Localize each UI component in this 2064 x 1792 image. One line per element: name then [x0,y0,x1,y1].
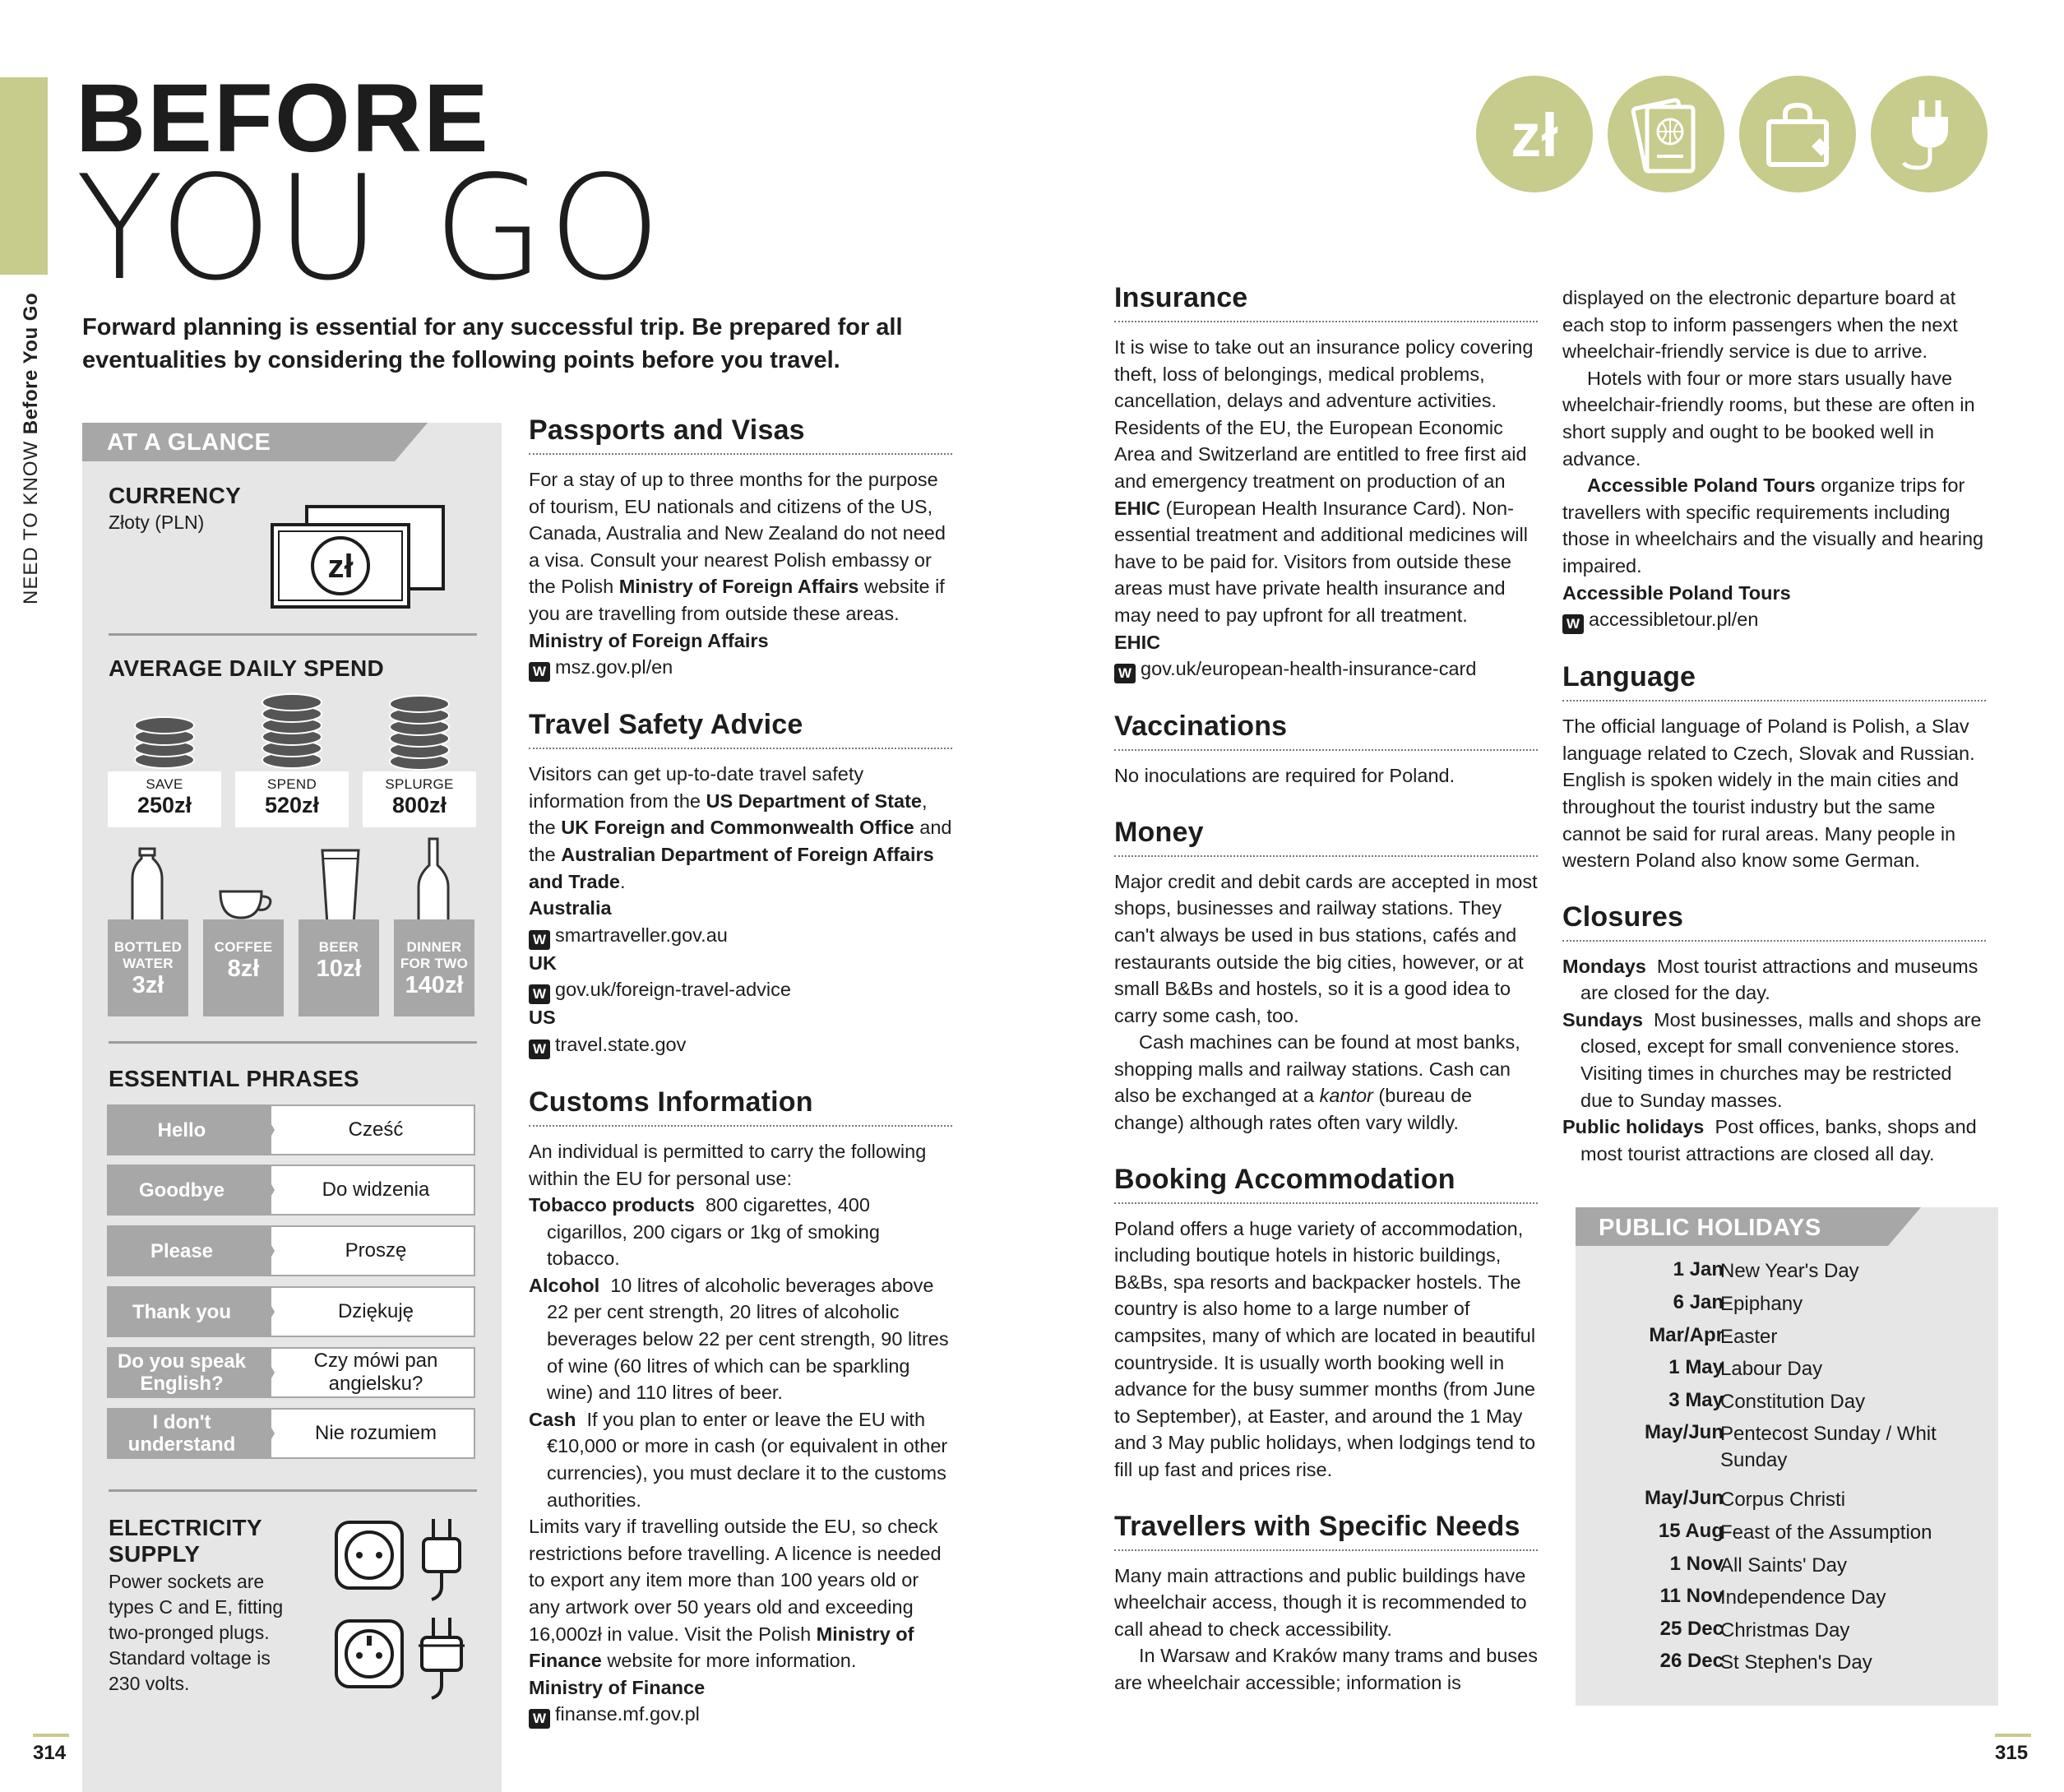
specific-needs-continued [1562,285,1986,634]
specific-needs-section [1114,1510,1538,1697]
text-run-bold: EHIC [1114,497,1161,519]
electricity-title [109,1515,262,1567]
running-head-chapter: Before You Go [20,292,42,435]
phrase-polish: Cześć [260,1104,475,1155]
price-value: 3zł [132,972,164,998]
holiday-name: Feast of the Assumption [1720,1521,1932,1544]
dotted-rule [1562,700,1986,702]
closures-heading: Closures [1562,901,1684,933]
travel-safety-text [529,761,952,895]
dotted-rule [1562,940,1986,942]
passports-link-label [529,627,952,655]
holiday-date: May/Jun [1644,1487,1724,1509]
essential-phrases-title: ESSENTIAL PHRASES [109,1066,359,1091]
price-label: BEER [318,939,359,955]
price-value: 10zł [316,956,362,982]
customs-item [529,1406,952,1513]
socket-type-c-icon [333,1517,481,1612]
electricity-title-line2: SUPPLY [109,1541,201,1567]
customs-section [529,1086,952,1729]
text-run-bold: Australian Department of Foreign Affairs and Trade [529,843,934,892]
link-url[interactable]: msz.gov.pl/en [555,656,673,678]
insurance-heading: Insurance [1114,282,1248,313]
phrase-english: Please [107,1225,271,1276]
column-3 [1562,285,1986,1193]
link-label [529,895,952,922]
holiday-date: 26 Dec [1659,1650,1724,1672]
page-title-line2 [76,146,665,313]
phrase-arrow [260,1347,275,1398]
holiday-name: Constitution Day [1720,1391,1866,1413]
closure-term: Public holidays [1562,1116,1705,1138]
insurance-link-label [1114,629,1538,656]
link-url[interactable]: gov.uk/foreign-travel-advice [555,979,791,1001]
price-label: COFFEE [214,939,273,955]
holiday-name: Corpus Christi [1720,1489,1846,1511]
specific-needs-text: Many main attractions and public buildings have wheelchair access, though it is recommended to call ahead to check accessibility. [1114,1564,1527,1640]
intro-text: Forward planning is essential for any successful trip. Be prepared for all eventualities by considering the following points before you travel. [82,314,903,373]
phrase-arrow [260,1104,275,1155]
text-run: For a stay of up to three months for the purpose of tourism, EU nationals and citizens of the US, Canada, Australia and New Zealand do not need a visa. Consult your nearest Polish embassy or the Polish [529,469,946,598]
phrase-arrow [260,1408,275,1459]
phrase-english: Goodbye [107,1165,271,1216]
price-box-coffee [203,919,284,1016]
web-icon: W [1562,614,1584,634]
text-run: Visitors can get up-to-date travel safety information from the [529,763,864,812]
coin-stack-icon-save [132,706,197,776]
link-label: Ministry of Finance [529,1676,706,1698]
phrase-polish: Nie rozumiem [260,1408,475,1459]
customs-term: Tobacco products [529,1194,695,1216]
link-row[interactable] [529,922,952,950]
closure-item [1562,953,1986,1007]
banknote-symbol: zł [327,549,354,585]
holiday-name: Labour Day [1720,1358,1823,1380]
dotted-rule [1114,749,1538,751]
holiday-date: 11 Nov [1659,1585,1724,1607]
phrase-polish: Czy mówi pan angielsku? [260,1347,475,1398]
coin-stack-icon-spend [259,692,325,776]
holiday-name: St Stephen's Day [1720,1651,1872,1674]
text-run: website if you are travelling from outside these areas. [529,576,945,624]
spend-box-spend [235,771,349,827]
customs-intro: An individual is permitted to carry the following within the EU for personal use: [529,1140,927,1189]
dotted-rule [529,453,952,455]
link-label: EHIC [1114,631,1161,653]
passports-link[interactable] [529,654,952,682]
phrase-english: Hello [107,1104,271,1155]
specific-needs-text-2: In Warsaw and Kraków many trams and buses are wheelchair accessible; information is [1114,1645,1538,1693]
customs-desc: 800 cigarettes, 400 cigarillos, 200 cigars or 1kg of smoking tobacco. [547,1194,880,1270]
passports-text [529,466,952,627]
phrase-arrow [260,1165,275,1216]
customs-term: Alcohol [529,1274,600,1296]
vaccinations-section [1114,710,1538,789]
text-run: and the [529,817,952,865]
phrase-row [107,1347,475,1398]
spend-box-save [108,771,221,827]
public-holidays-title: PUBLIC HOLIDAYS [1599,1215,1821,1241]
passport-icon [1608,76,1724,192]
electricity-title-line1: ELECTRICITY [109,1515,262,1540]
link-row[interactable] [529,976,952,1004]
link-url[interactable]: finanse.mf.gov.pl [555,1703,700,1725]
closure-item [1562,1114,1986,1167]
phrase-english: Do you speak English? [107,1347,271,1398]
holiday-name: Easter [1720,1326,1778,1348]
socket-type-e-icon [333,1616,481,1711]
phrase-row [107,1104,475,1155]
text-run: , the [529,789,928,839]
column-2 [1114,281,1538,1697]
accent-bar [0,77,48,275]
holiday-date: 25 Dec [1659,1618,1724,1640]
specific-needs-text-cont: displayed on the electronic departure board at each stop to inform passengers when the next wheelchair-friendly service is due to arrive. [1562,287,1958,363]
price-label: BOTTLED [113,939,183,955]
currency-title: CURRENCY [109,483,242,508]
language-heading: Language [1562,661,1696,693]
link-label: Ministry of Foreign Affairs [529,629,769,651]
customs-desc: 10 litres of alcoholic beverages above 22 per cent strength, 20 litres of alcoholic beverages below 22 per cent strength, 90 litres of wine (60 litres of which can be sparkling wine) and 110 litres of beer. [547,1274,949,1404]
text-run: Cash machines can be found at most banks, shopping malls and railway stations. Cash can also be exchanged at a [1114,1031,1520,1107]
phrase-row [107,1408,475,1459]
insurance-section [1114,281,1538,683]
holiday-name: Independence Day [1720,1586,1886,1609]
holiday-date: 15 Aug [1658,1520,1724,1542]
divider [109,1489,477,1492]
dotted-rule [1114,321,1538,322]
text-run: organize trips for travellers with specific requirements including those in wheelchairs and the visually and hearing impaired. [1562,475,1984,576]
text-run: It is wise to take out an insurance policy covering theft, loss of belongings, medical problems, cancellation, delays and adventure activities. Residents of the EU, the European Economic Area and Switzerland are entitled to free first aid and emergency treatment on production of an [1114,336,1534,492]
link-url[interactable]: gov.uk/european-health-insurance-card [1141,658,1477,680]
web-icon: W [529,1709,550,1729]
holiday-name: New Year's Day [1720,1260,1859,1282]
dotted-rule [1114,1549,1538,1551]
divider [109,633,477,636]
booking-heading: Booking Accommodation [1114,1163,1455,1195]
water-bottle-icon [129,847,165,930]
price-label: DINNER [406,939,462,955]
link-url[interactable]: accessibletour.pl/en [1589,609,1759,631]
text-run-italic: kantor [1319,1085,1373,1107]
web-icon: W [529,984,550,1004]
price-value: 140zł [405,972,464,998]
customs-link-label [529,1674,952,1702]
closure-desc: Most tourist attractions and museums are closed for the day. [1580,955,1978,1004]
vaccinations-heading: Vaccinations [1114,711,1288,743]
phrase-row [107,1165,475,1216]
customs-heading: Customs Information [529,1086,813,1118]
divider [109,1041,477,1044]
spend-label: SPLURGE [385,776,454,792]
specific-needs-text-3: Hotels with four or more stars usually have wheelchair-friendly rooms, but these are often in short supply and ought to be booked well in advance. [1562,367,1975,470]
phrase-row [107,1286,475,1337]
page-number-right: 315 [1995,1742,2029,1764]
dotted-rule [1114,855,1538,857]
text-run-bold: Ministry of Finance [529,1623,914,1672]
web-icon: W [529,662,550,682]
money-section [1114,816,1538,1137]
specific-needs-link-label [1562,580,1986,607]
travel-safety-heading: Travel Safety Advice [529,709,803,741]
banknote-icon [267,503,448,614]
page-title-line1: BEFORE [76,64,490,173]
price-label: FOR TWO [400,956,469,971]
running-head-section: NEED TO KNOW [20,440,42,604]
holiday-name: Pentecost Sunday / Whit Sunday [1720,1423,1937,1471]
text-run: . [620,870,626,892]
electricity-text: Power sockets are types C and E, fitting two-pronged plugs. Standard voltage is 230 volts. [109,1571,284,1694]
link-label: Accessible Poland Tours [1562,581,1791,604]
column-1 [529,414,952,1755]
holiday-date: 1 Nov [1669,1553,1724,1575]
booking-text: Poland offers a huge variety of accommodation, including boutique hotels in historic buildings, B&Bs, spa resorts and backpacker hostels. The country is also home to a large number of campsites, many of which are located in beautiful countryside. It is usually worth booking well in advance for the busy summer months (from June to September), at Easter, and around the 1 May and 3 May public holidays, when lodgings tend to fill up fast and prices rise. [1114,1217,1536,1480]
phrase-english: Thank you [107,1286,271,1337]
passports-section [529,414,952,682]
link-url[interactable]: smartraveller.gov.au [555,924,728,946]
phrase-polish: Proszę [260,1225,475,1276]
travel-safety-section [529,708,952,1059]
customs-text [529,1513,952,1674]
closure-item [1562,1007,1986,1114]
text-run: (bureau de change) although rates often vary wildly. [1114,1085,1473,1134]
spend-label: SAVE [146,776,183,792]
link-url[interactable]: travel.state.gov [555,1033,687,1055]
closure-term: Sundays [1562,1008,1643,1030]
text-run: Limits vary if travelling outside the EU, so check restrictions before travelling. A licence is needed to export any item more than 100 years old or any artwork over 50 years old and exceeding 16,000zł in value. Visit the Polish [529,1516,942,1645]
spend-label: SPEND [266,776,317,792]
holiday-date: 6 Jan [1673,1291,1724,1313]
price-box-bottled-water [108,919,188,1016]
closure-desc: Most businesses, malls and shops are closed, except for small convenience stores. Visiting times in churches may be restricted due to Sunday masses. [1580,1008,1982,1111]
zloty-icon [1476,76,1593,192]
at-a-glance-title: AT A GLANCE [107,429,271,456]
phrase-arrow [260,1225,275,1276]
page-number-left: 314 [33,1742,67,1764]
money-text-2 [1114,1029,1538,1136]
text-run-bold: UK Foreign and Commonwealth Office [561,817,914,839]
phrase-row [107,1225,475,1276]
running-head [15,276,48,604]
text-run: website for more information. [601,1650,857,1672]
holiday-date: 3 May [1668,1389,1724,1411]
average-spend-title: AVERAGE DAILY SPEND [109,655,385,681]
holiday-name: Epiphany [1720,1293,1803,1315]
holiday-date: Mar/Apr [1649,1324,1724,1346]
holiday-date: 1 May [1668,1356,1724,1378]
coin-stack-icon-splurge [386,688,452,777]
price-value: 8zł [227,956,260,982]
wine-bottle-icon [415,836,451,930]
price-box-dinner [394,919,474,1016]
customs-item [529,1192,952,1272]
price-box-beer [298,919,379,1016]
money-heading: Money [1114,816,1204,848]
spend-box-splurge [363,771,476,827]
specific-needs-link[interactable] [1562,606,1986,634]
phrase-english: I don't understand [107,1408,271,1459]
customs-link[interactable] [529,1701,952,1729]
money-text: Major credit and debit cards are accepted in most shops, businesses and railway stations. They can't always be used in bus stations, cafés and restaurants outside the big cities, however, or at small B&Bs and hostels, so it is a good idea to carry some cash, too. [1114,870,1538,1026]
web-icon: W [529,1040,550,1059]
language-section [1562,660,1986,874]
vaccinations-text: No inoculations are required for Poland. [1114,765,1455,787]
text-run-bold: Accessible Poland Tours [1587,475,1816,497]
link-label [529,950,952,977]
customs-item [529,1272,952,1406]
customs-term: Cash [529,1408,576,1430]
web-icon: W [1114,664,1136,683]
spend-value: 250zł [137,793,192,817]
page-number-mark [33,1734,69,1737]
booking-section [1114,1163,1538,1484]
page-number-mark [1995,1734,2031,1737]
closure-desc: Post offices, banks, shops and most tourist attractions are closed all day. [1580,1116,1977,1165]
specific-needs-heading: Travellers with Specific Needs [1114,1510,1520,1542]
insurance-text [1114,334,1538,629]
text-run: (European Health Insurance Card). Non-essential treatment and additional medicines will have to be paid for. Visitors from outside these areas must have private health insurance and may need to pay upfront for all treatment. [1114,497,1528,626]
insurance-link[interactable] [1114,655,1538,683]
holiday-name: All Saints' Day [1720,1554,1847,1577]
dotted-rule [529,1125,952,1127]
dotted-rule [529,748,952,749]
text-run-bold: US Department of State [706,789,922,812]
specific-needs-text-4 [1562,472,1986,579]
shopping-bag-icon [1739,76,1856,192]
closures-section [1562,901,1986,1168]
link-row[interactable] [529,1031,952,1059]
link-label: UK [529,952,557,974]
closure-term: Mondays [1562,955,1646,977]
passports-heading: Passports and Visas [529,414,805,446]
web-icon: W [529,930,550,950]
phrase-arrow [260,1286,275,1337]
page-title-line2-text: YOU GO [76,146,665,313]
holiday-date: May/Jun [1644,1421,1724,1443]
spend-value: 520zł [264,793,320,817]
holiday-date: 1 Jan [1673,1258,1724,1280]
link-label: Australia [529,897,612,919]
dotted-rule [1114,1202,1538,1204]
plug-icon [1871,76,1988,192]
customs-desc: If you plan to enter or leave the EU with €10,000 or more in cash (or equivalent in other currencies), you must declare it to the customs authorities. [547,1408,948,1511]
language-text: The official language of Poland is Polish, a Slav language related to Czech, Slovak and Russian. English is spoken widely in the main cities and throughout the tourist industry but the same cannot be said for rural areas. Many people in western Poland also know some German. [1562,715,1975,872]
currency-value: Złoty (PLN) [109,512,205,533]
phrase-polish: Dziękuję [260,1286,475,1337]
holiday-name: Christmas Day [1720,1619,1850,1642]
phrase-polish: Do widzenia [260,1165,475,1216]
text-run-bold: Ministry of Foreign Affairs [618,576,859,598]
price-label: WATER [123,956,174,971]
zloty-icon-text: zł [1511,101,1558,169]
link-label [529,1004,952,1031]
spend-value: 800zł [391,793,447,817]
link-label: US [529,1007,556,1029]
